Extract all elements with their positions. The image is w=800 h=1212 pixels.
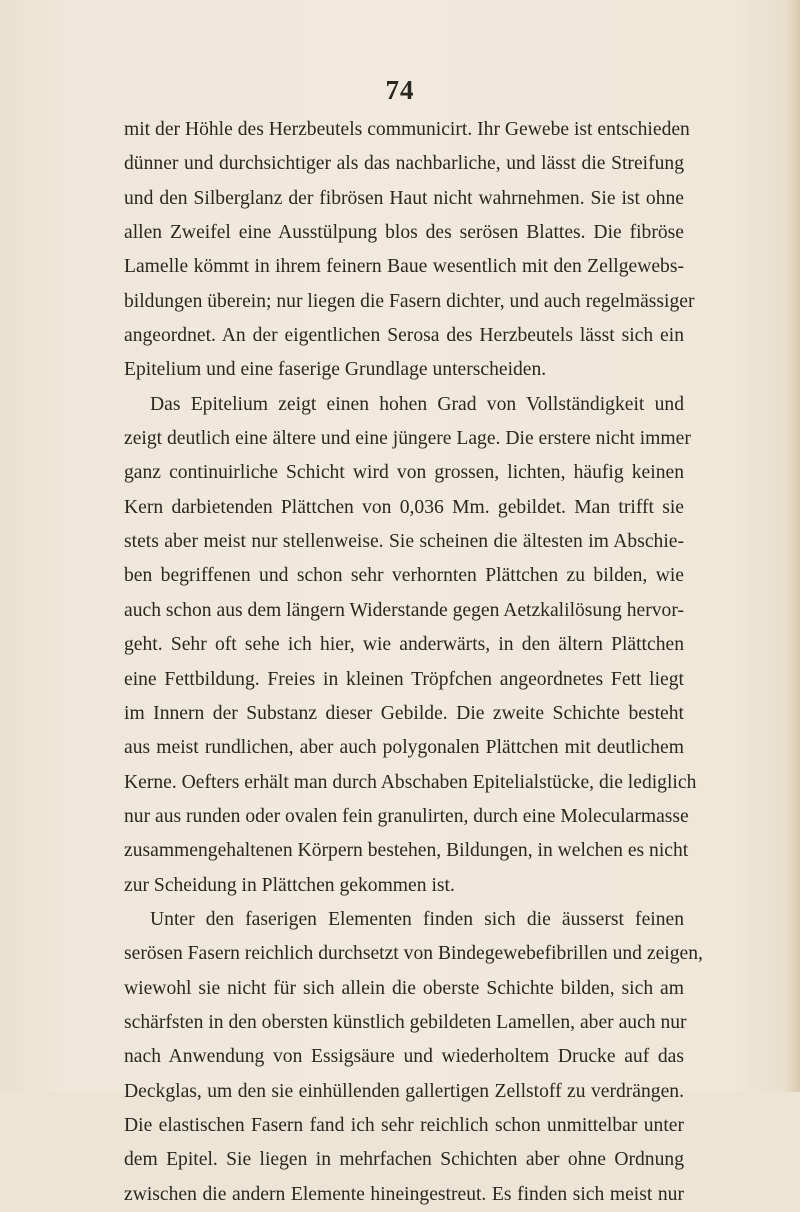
text-line: Kerne. Oefters erhält man durch Abschaben Epitelialstücke, die lediglich	[124, 771, 697, 793]
text-line: aus meist rundlichen, aber auch polygonalen Plättchen mit deutlichem	[124, 737, 684, 759]
text-line: Unter den faserigen Elementen finden sich die äusserst feinen	[150, 908, 684, 930]
text-line: serösen Fasern reichlich durchsetzt von Bindegewebefibrillen und zeigen,	[124, 943, 703, 965]
text-line: Die elastischen Fasern fand ich sehr reichlich schon unmittelbar unter	[124, 1114, 684, 1136]
text-line: nur aus runden oder ovalen fein granulirten, durch eine Molecularmasse	[124, 805, 689, 827]
text-line: zur Scheidung in Plättchen gekommen ist.	[124, 874, 455, 896]
text-line: geht. Sehr oft sehe ich hier, wie anderwärts, in den ältern Plättchen	[124, 634, 684, 656]
text-line: schärfsten in den obersten künstlich gebildeten Lamellen, aber auch nur	[124, 1011, 687, 1033]
text-line: zeigt deutlich eine ältere und eine jüngere Lage. Die erstere nicht immer	[124, 428, 691, 450]
text-line: Epitelium und eine faserige Grundlage unterscheiden.	[124, 359, 547, 381]
text-line: angeordnet. An der eigentlichen Serosa des Herzbeutels lässt sich ein	[124, 325, 684, 347]
text-line: auch schon aus dem längern Widerstande gegen Aetzkalilösung hervor-	[124, 599, 684, 621]
text-line: nach Anwendung von Essigsäure und wiederholtem Drucke auf das	[124, 1046, 684, 1068]
text-line: stets aber meist nur stellenweise. Sie scheinen die ältesten im Abschie-	[124, 531, 684, 553]
page-number: 74	[385, 75, 415, 105]
text-line: Das Epitelium zeigt einen hohen Grad von Vollständigkeit und	[150, 393, 684, 415]
text-line: allen Zweifel eine Ausstülpung blos des serösen Blattes. Die fibröse	[124, 222, 684, 244]
body-text	[124, 113, 703, 1212]
text-line: zwischen die andern Elemente hineingestreut. Es finden sich meist nur	[124, 1183, 684, 1205]
page-edge-shadow	[786, 0, 800, 1092]
text-line: Deckglas, um den sie einhüllenden gallertigen Zellstoff zu verdrängen.	[124, 1080, 684, 1102]
text-line: wiewohl sie nicht für sich allein die oberste Schichte bilden, sich am	[124, 977, 684, 999]
text-line: Lamelle kömmt in ihrem feinern Baue wesentlich mit den Zellgewebs-	[124, 256, 684, 278]
text-line: Kern darbietenden Plättchen von 0,036 Mm. gebildet. Man trifft sie	[124, 496, 684, 518]
text-line: mit der Höhle des Herzbeutels communicirt. Ihr Gewebe ist entschieden	[124, 119, 690, 140]
text-line: und den Silberglanz der fibrösen Haut nicht wahrnehmen. Sie ist ohne	[124, 187, 684, 209]
text-line: ganz continuirliche Schicht wird von grossen, lichten, häufig keinen	[124, 462, 684, 484]
text-line: dem Epitel. Sie liegen in mehrfachen Schichten aber ohne Ordnung	[124, 1149, 684, 1171]
text-line: dünner und durchsichtiger als das nachbarliche, und lässt die Streifung	[124, 153, 684, 175]
text-line: eine Fettbildung. Freies in kleinen Tröpfchen angeordnetes Fett liegt	[124, 668, 684, 690]
text-line: ben begriffenen und schon sehr verhornten Plättchen zu bilden, wie	[124, 565, 684, 587]
text-line: zusammengehaltenen Körpern bestehen, Bildungen, in welchen es nicht	[124, 840, 689, 862]
text-line: im Innern der Substanz dieser Gebilde. Die zweite Schichte besteht	[124, 702, 684, 724]
text-line: bildungen überein; nur liegen die Fasern dichter, und auch regelmässiger	[124, 290, 695, 312]
